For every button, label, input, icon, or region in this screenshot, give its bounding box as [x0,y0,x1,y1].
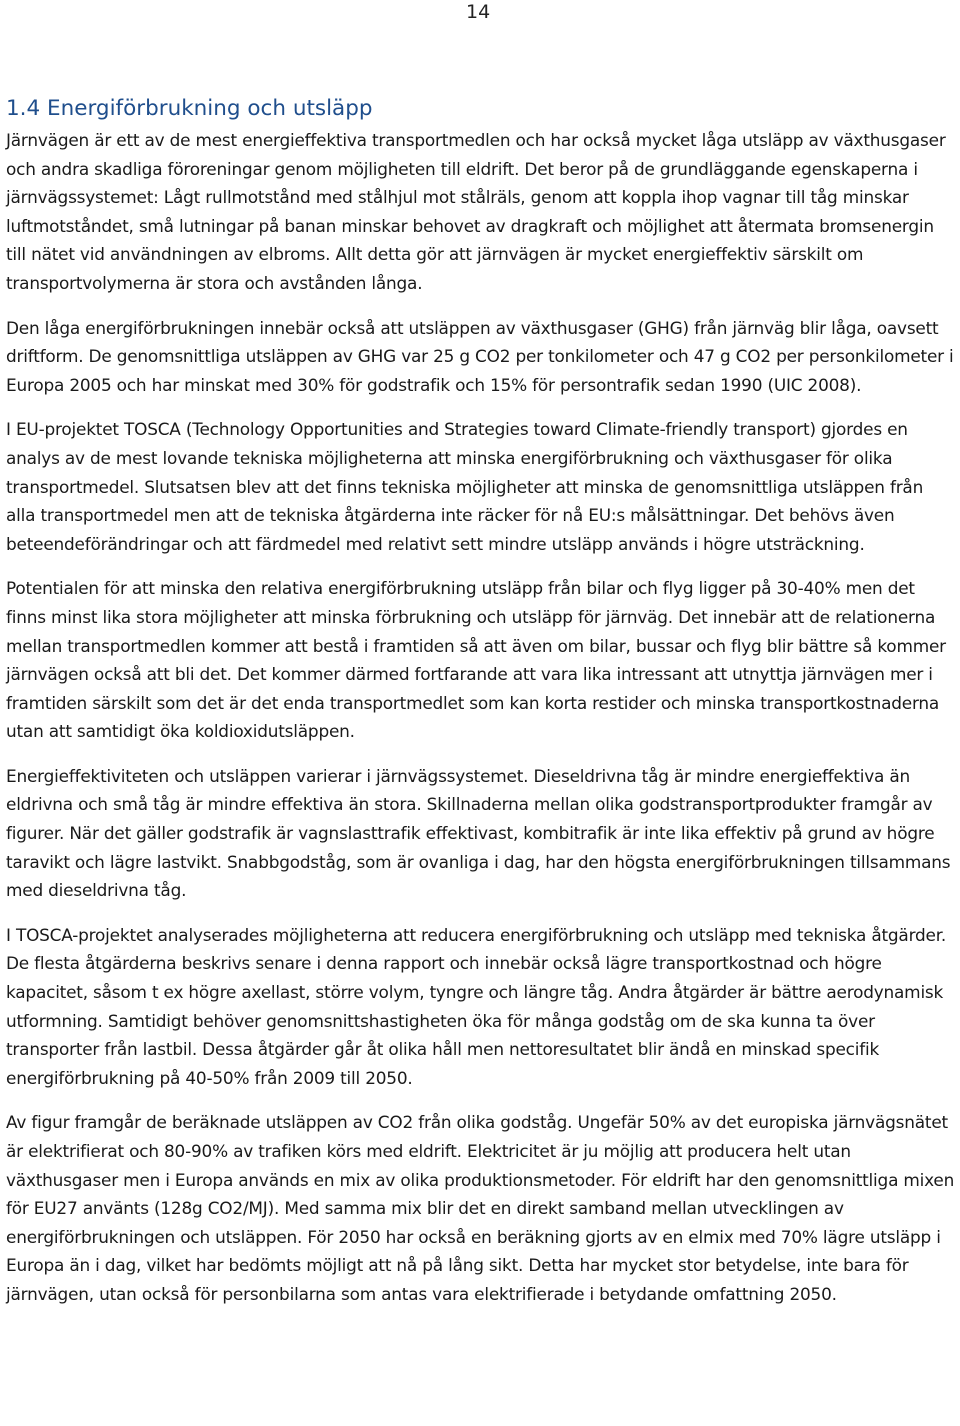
paragraph-3: I EU-projektet TOSCA (Technology Opportunities and Strategies toward Climate-friendly transport) gjordes en analys av de mest lovande tekniska möjligheterna att minska energiförbrukning och växthusgaser för olika transportmedel. Slutsatsen blev att det finns tekniska möjligheter att minska de genomsnittliga utsläppen från alla transportmedel men att de tekniska åtgärderna inte räcker för nå EU:s målsättningar. Det behövs även beteendeförändringar och att färdmedel med relativt sett mindre utsläpp används i högre utsträckning. [6,419,924,554]
section-heading: 1.4 Energiförbrukning och utsläpp [6,96,373,121]
document-body [6,94,956,1325]
paragraph-7: Av figur framgår de beräknade utsläppen av CO2 från olika godståg. Ungefär 50% av det europiska järnvägsnätet är elektrifierat och 80-90% av trafiken körs med eldrift. Elektricitet är ju möjlig att producera helt utan växthusgaser men i Europa används en mix av olika produktionsmetoder. För eldrift har den genomsnittliga mixen för EU27 använts (128g CO2/MJ). Med samma mix blir det en direkt samband mellan utvecklingen av energiförbrukningen och utsläppen. För 2050 har också en beräkning gjorts av en elmix med 70% lägre utsläpp i Europa än i dag, vilket har bedömts möjligt att nå på lång sikt. Detta har mycket stor betydelse, inte bara för järnvägen, utan också för personbilarna som antas vara elektrifierade i betydande omfattning 2050. [6,1112,955,1304]
paragraph-4: Potentialen för att minska den relativa energiförbrukning utsläpp från bilar och flyg ligger på 30-40% men det finns minst lika stora möjligheter att minska förbrukning och utsläpp för järnväg. Det innebär att de relationerna mellan transportmedlen kommer att bestå i framtiden så att även om bilar, bussar och flyg blir bättre så kommer järnvägen också att bli det. Det kommer därmed fortfarande att vara lika intressant att utnyttja järnvägen mer i framtiden särskilt som det är det enda transportmedlet som kan korta restider och minska transportkostnaderna utan att samtidigt öka koldioxidutsläppen. [6,578,946,742]
page-number: 14 [466,1,491,23]
paragraph-6: I TOSCA-projektet analyserades möjligheterna att reducera energiförbrukning och utsläpp med tekniska åtgärder. De flesta åtgärderna beskrivs senare i denna rapport och innebär också lägre transportkostnad och högre kapacitet, såsom t ex högre axellast, större volym, tyngre och längre tåg. Andra åtgärder är bättre aerodynamisk utformning. Samtidigt behöver genomsnittshastigheten öka för många godståg om de ska kunna ta över transporter från lastbil. Dessa åtgärder går åt olika håll men nettoresultatet blir ändå en minskad specifik energiförbrukning på 40-50% från 2009 till 2050. [6,924,947,1088]
paragraph-1: Järnvägen är ett av de mest energieffektiva transportmedlen och har också mycket låga utsläpp av växthusgaser och andra skadliga föroreningar genom möjligheten till eldrift. Det beror på de grundläggande egenskaperna i järnvägssystemet: Lågt rullmotstånd med stålhjul mot stålräls, genom att koppla ihop vagnar till tåg minskar luftmotståndet, små lutningar på banan minskar behovet av dragkraft och möjlighet att återmata bromsenergin till nätet vid användningen av elbroms. Allt detta gör att järnvägen är mycket energieffektiv särskilt om transportvolymerna är stora och avstånden långa. [6,130,946,293]
paragraph-5: Energieffektiviteten och utsläppen varierar i järnvägssystemet. Dieseldrivna tåg är mindre energieffektiva än eldrivna och små tåg är mindre effektiva än stora. Skillnaderna mellan olika godstransportprodukter framgår av figurer. När det gäller godstrafik är vagnslasttrafik effektivast, kombitrafik är inte lika effektiv på grund av högre taravikt och lägre lastvikt. Snabbgodståg, som är ovanliga i dag, har den högsta energiförbrukningen tillsammans med dieseldrivna tåg. [6,765,951,901]
paragraph-2: Den låga energiförbrukningen innebär också att utsläppen av växthusgaser (GHG) från järnväg blir låga, oavsett driftform. De genomsnittliga utsläppen av GHG var 25 g CO2 per tonkilometer och 47 g CO2 per personkilometer i Europa 2005 och har minskat med 30% för godstrafik och 15% för persontrafik sedan 1990 (UIC 2008). [6,317,954,395]
